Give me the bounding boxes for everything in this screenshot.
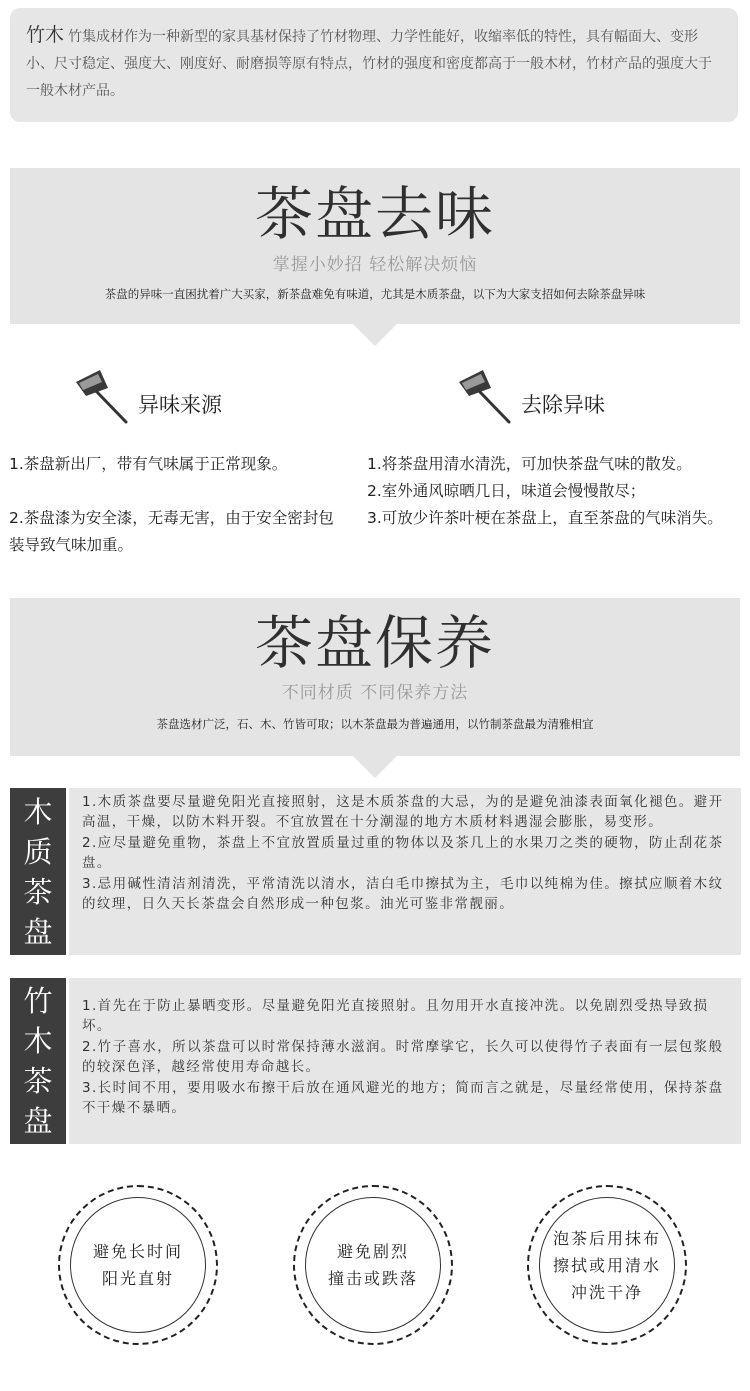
deodorize-subtitle: 掌握小妙招 轻松解决烦恼	[272, 255, 478, 275]
care-item: 2.应尽量避免重物，茶盘上不宜放置质量过重的物体以及茶几上的水果刀之类的硬物，防止刮花茶盘。	[82, 834, 724, 872]
label-char: 茶	[23, 874, 53, 909]
tip-circle-inner	[305, 1197, 441, 1333]
deodorize-description: 茶盘的异味一直困扰着广大买家，新茶盘难免有味道，尤其是木质茶盘，以下为大家支招如何去除茶盘异味	[104, 287, 646, 301]
tip-circle-impact	[293, 1185, 453, 1345]
tip-line: 撞击或跌落	[327, 1269, 418, 1288]
bamboo-tray-care	[10, 978, 741, 1144]
remove-odor-item: 2.室外通风晾晒几日，味道会慢慢散尽；	[367, 482, 646, 500]
intro-paragraph	[26, 22, 722, 105]
label-char: 木	[23, 1024, 53, 1058]
remove-odor-header	[453, 366, 605, 426]
odor-source-item: 1.茶盘新出厂，带有气味属于正常现象。	[9, 455, 288, 473]
remove-odor-title: 去除异味	[521, 393, 605, 417]
care-item: 2.竹子喜水，所以茶盘可以时常保持薄水滋润。时常摩挲它，长久可以使得竹子表面有一层包浆般的较深色泽，越经常使用寿命越长。	[82, 1038, 724, 1076]
tip-line: 冲洗干净	[570, 1282, 643, 1302]
bamboo-tray-text	[69, 978, 741, 1144]
intro-text: 竹集成材作为一种新型的家具基材保持了竹材物理、力学性能好，收缩率低的特性，具有幅面大、变形小、尺寸稳定、强度大、刚度好、耐磨损等原有特点，竹材的强度和密度都高于一般木材，竹材产品的强度大于一般木材产品。	[26, 29, 712, 99]
intro-keyword: 竹木	[26, 24, 65, 46]
care-item: 1.首先在于防止暴晒变形。尽量避免阳光直接照射。且勿用开水直接冲洗。以免剧烈受热导致损坏。	[82, 998, 709, 1035]
maintenance-banner	[10, 598, 740, 756]
bamboo-tray-label	[10, 978, 66, 1144]
care-item: 3.忌用碱性清洁剂清洗，平常清洗以清水，洁白毛巾擦拭为主，毛巾以纯棉为佳。擦拭应顺着木纹的纹理，日久天长茶盘会自然形成一种包浆。油光可鉴非常靓丽。	[82, 875, 724, 913]
odor-source-list	[9, 451, 334, 559]
banner-pointer	[353, 756, 397, 778]
pushpin-icon	[70, 366, 130, 426]
label-char: 竹	[23, 984, 53, 1018]
wood-tray-text	[69, 788, 741, 955]
remove-odor-item: 1.将茶盘用清水清洗，可加快茶盘气味的散发。	[367, 455, 692, 473]
wood-tray-care	[10, 788, 741, 955]
pushpin-icon	[453, 366, 513, 426]
label-char: 盘	[23, 1104, 53, 1138]
tip-circle-sunlight	[58, 1185, 218, 1345]
tip-line: 阳光直射	[101, 1269, 174, 1288]
tip-line: 泡茶后用抹布	[552, 1228, 661, 1248]
remove-odor-list	[367, 451, 745, 532]
wood-tray-label	[10, 788, 66, 955]
tip-circle-inner	[539, 1197, 675, 1333]
maintenance-title: 茶盘保养	[254, 609, 495, 677]
odor-source-item: 2.茶盘漆为安全漆，无毒无害，由于安全密封包装导致气味加重。	[9, 509, 334, 554]
care-item: 3.长时间不用，要用吸水布擦干后放在通风避光的地方；简而言之就是，尽量经常使用，保持茶盘不干燥不暴晒。	[82, 1079, 724, 1117]
tip-line: 擦拭或用清水	[552, 1255, 661, 1275]
label-char: 木	[23, 794, 53, 829]
label-char: 茶	[23, 1064, 53, 1098]
tip-line: 避免剧烈	[336, 1242, 409, 1261]
tip-circle-inner	[70, 1197, 206, 1333]
odor-source-title: 异味来源	[138, 393, 222, 417]
label-char: 盘	[23, 914, 53, 949]
tip-line: 避免长时间	[92, 1242, 183, 1261]
deodorize-title: 茶盘去味	[254, 180, 495, 248]
maintenance-subtitle: 不同材质 不同保养方法	[281, 683, 469, 703]
tip-circle-cleaning	[527, 1185, 687, 1345]
banner-pointer	[353, 324, 397, 346]
deodorize-banner	[10, 168, 740, 324]
remove-odor-item: 3.可放少许茶叶梗在茶盘上，直至茶盘的气味消失。	[367, 509, 723, 527]
maintenance-description: 茶盘选材广泛，石、木、竹皆可取；以木茶盘最为普遍通用，以竹制茶盘最为清雅相宜	[156, 717, 594, 731]
odor-source-header	[70, 366, 222, 426]
care-item: 1.木质茶盘要尽量避免阳光直接照射，这是木质茶盘的大忌，为的是避免油漆表面氧化褪色。避开高温，干燥，以防木料开裂。不宜放置在十分潮湿的地方木质材料遇湿会膨胀，易变形。	[82, 794, 724, 831]
label-char: 质	[23, 834, 53, 869]
intro-box	[10, 8, 738, 122]
